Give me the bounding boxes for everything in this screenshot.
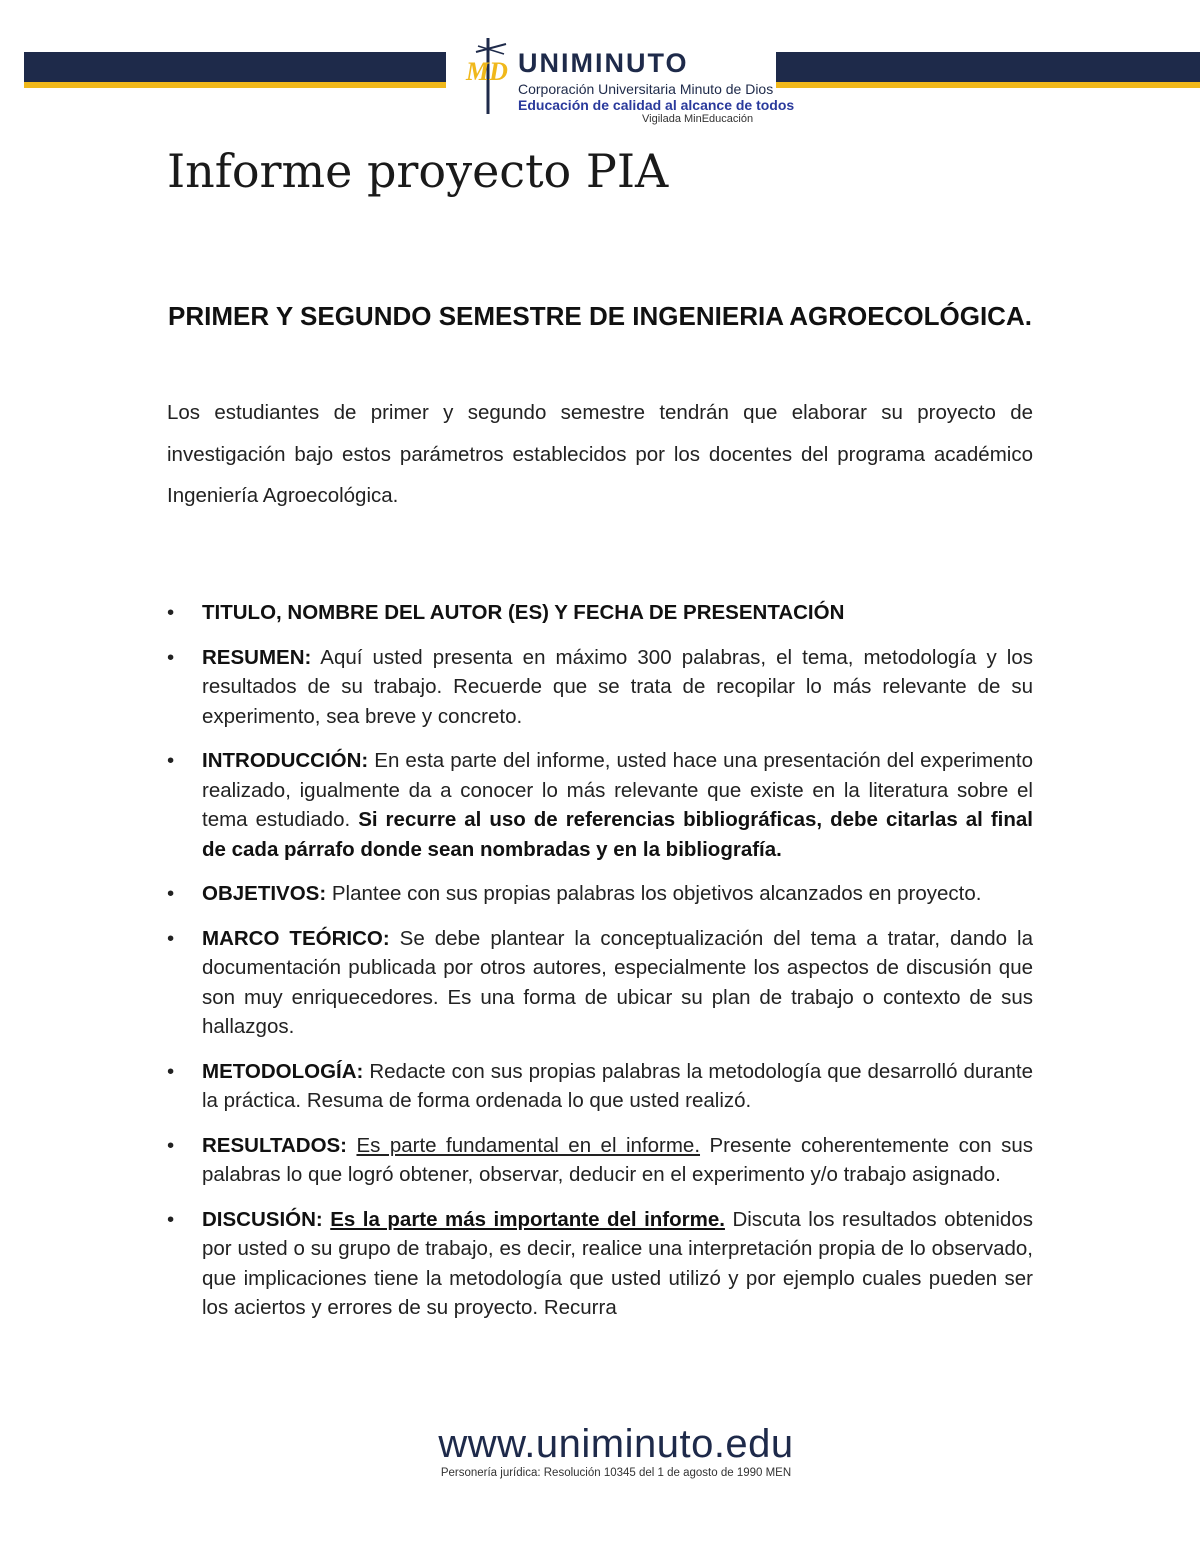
section-heading: RESULTADOS:	[202, 1133, 348, 1157]
bullet-icon: •	[167, 749, 175, 772]
section-text: Se debe plantear la conceptualización del tema a tratar, dando la documentación publicada por otros autores, especialmente los aspectos de discusión que son muy enriquecedores. Es una forma de ubicar su plan de trabajo o contexto de sus hallazgos.	[202, 926, 1033, 1038]
svg-text:MD: MD	[466, 57, 508, 86]
bullet-icon: •	[167, 645, 175, 669]
header-band-stripe	[24, 82, 446, 88]
logo-slogan: Educación de calidad al alcance de todos	[518, 97, 795, 113]
section-heading: MARCO TEÓRICO:	[202, 926, 390, 950]
bullet-icon: •	[167, 601, 175, 624]
header-band-right	[776, 52, 1200, 88]
section-text: En esta parte del informe, usted hace una presentación del experimento realizado, igualmente da a conocer lo más relevante que existe en la literatura sobre el tema estudiado.	[202, 749, 1033, 831]
list-item	[167, 1057, 1033, 1116]
section-underlined-note: Es la parte más importante del informe.	[330, 1207, 725, 1231]
section-heading: INTRODUCCIÓN:	[202, 749, 369, 772]
list-item	[167, 598, 1033, 628]
logo-name: UNIMINUTO	[518, 48, 689, 78]
bullet-icon: •	[167, 1059, 175, 1083]
bullet-icon: •	[167, 1207, 175, 1231]
header-band-stripe	[776, 82, 1200, 88]
section-heading: OBJETIVOS:	[202, 882, 327, 905]
header-band-left	[24, 52, 446, 88]
list-item	[167, 746, 1033, 864]
list-item	[167, 643, 1033, 732]
bullet-icon: •	[167, 1133, 175, 1157]
section-text: Aquí usted presenta en máximo 300 palabras, el tema, metodología y los resultados de su trabajo. Recuerde que se trata de recopilar lo más relevante de su experimento, sea breve y concreto.	[202, 645, 1033, 728]
footer-note: Personería jurídica: Resolución 10345 del 1 de agosto de 1990 MEN	[440, 1467, 792, 1479]
intro-paragraph: Los estudiantes de primer y segundo semestre tendrán que elaborar su proyecto de investigación bajo estos parámetros establecidos por los docentes del programa académico Ingeniería Agroecológica.	[167, 401, 1033, 507]
section-text: Plantee con sus propias palabras los objetivos alcanzados en proyecto.	[326, 882, 982, 905]
section-text: Presente coherentemente con sus palabras lo que logró obtener, observar, deducir en el experimento y/o trabajo asignado.	[202, 1133, 1033, 1186]
section-heading: TITULO, NOMBRE DEL AUTOR (ES) Y FECHA DE PRESENTACIÓN	[202, 601, 845, 624]
logo-vigilada: Vigilada MinEducación	[642, 113, 754, 125]
uniminuto-logo	[462, 36, 795, 125]
bullet-icon: •	[167, 882, 175, 905]
section-text: Discuta los resultados obtenidos por usted o su grupo de trabajo, es decir, realice una interpretación propia de lo observado, que implicaciones tiene la metodología que usted utilizó y por ejemplo cuales pueden ser los aciertos y errores de su proyecto. Recurra	[202, 1207, 1033, 1319]
section-list	[167, 598, 1033, 1338]
list-item	[167, 879, 1033, 909]
list-item	[167, 924, 1033, 1042]
footer-url: www.uniminuto.edu	[438, 1422, 794, 1466]
list-item	[167, 1205, 1033, 1323]
document-subtitle: PRIMER Y SEGUNDO SEMESTRE DE INGENIERIA AGROECOLÓGICA.	[168, 301, 1032, 331]
section-heading: METODOLOGÍA:	[202, 1059, 364, 1083]
section-heading: DISCUSIÓN:	[202, 1207, 323, 1231]
logo-monogram-icon	[462, 36, 520, 116]
section-heading: RESUMEN:	[202, 645, 312, 669]
list-item	[167, 1131, 1033, 1190]
logo-tagline: Corporación Universitaria Minuto de Dios	[518, 81, 774, 97]
bullet-icon: •	[167, 926, 175, 950]
section-underlined-note: Es parte fundamental en el informe.	[356, 1133, 701, 1157]
section-text: Redacte con sus propias palabras la metodología que desarrolló durante la práctica. Resuma de forma ordenada lo que usted realizó.	[202, 1059, 1033, 1112]
section-bold-note: Si recurre al uso de referencias bibliográficas, debe citarlas al final de cada párrafo donde sean nombradas y en la bibliografía.	[202, 808, 1033, 861]
document-title: Informe proyecto PIA	[167, 144, 669, 198]
